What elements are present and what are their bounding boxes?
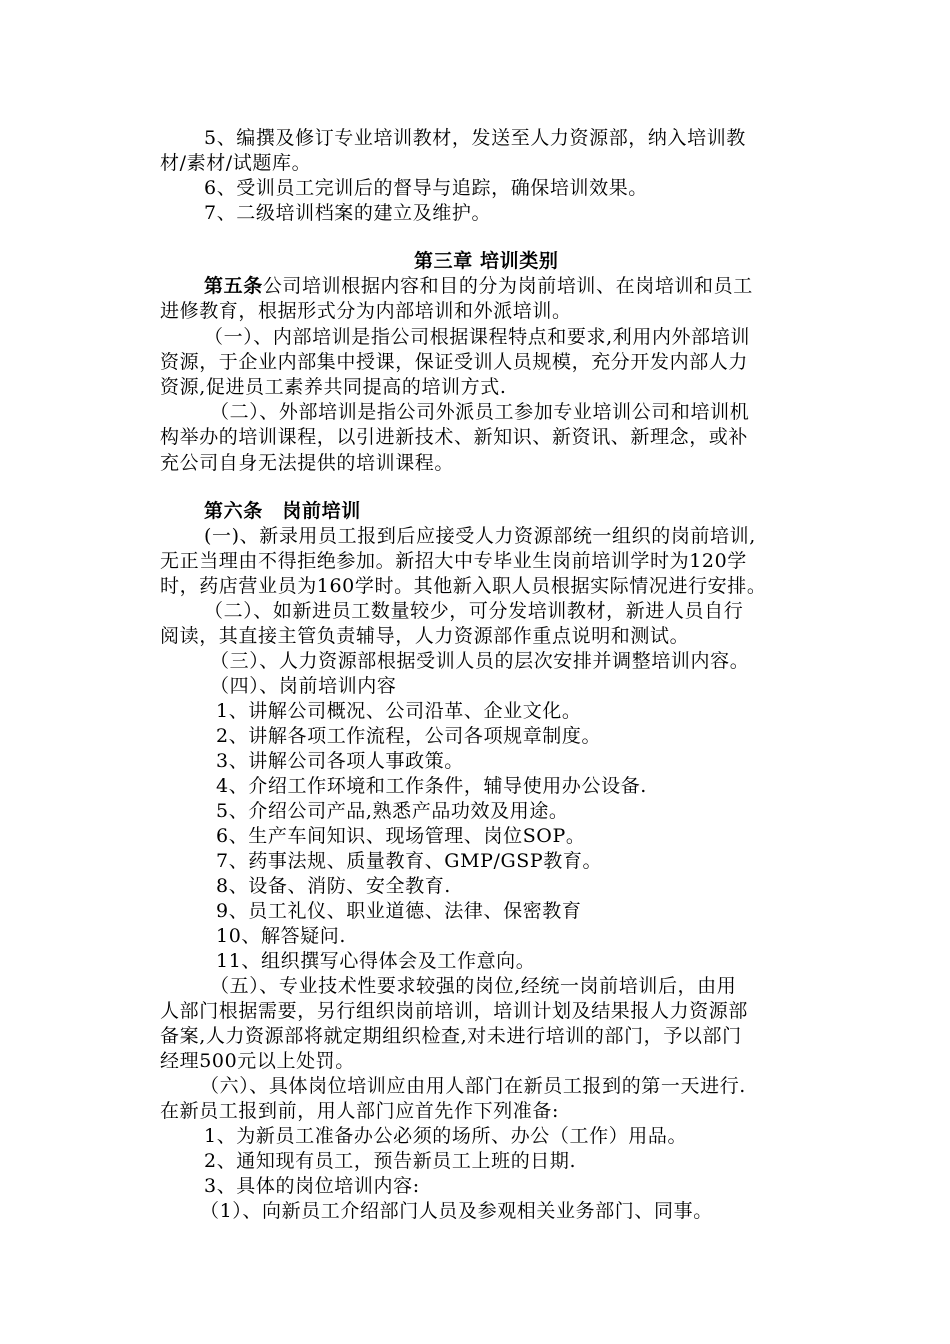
list-item: 3、讲解公司各项人事政策。 (216, 750, 464, 772)
text-line: （六）、具体岗位培训应由用人部门在新员工报到的第一天进行. (200, 1075, 746, 1097)
list-item: 9、员工礼仪、职业道德、法律、保密教育 (216, 900, 582, 922)
text-line: 阅读，其直接主管负责辅导，人力资源部作重点说明和测试。 (160, 625, 690, 647)
text-line: （五）、专业技术性要求较强的岗位,经统一岗前培训后，由用 (210, 975, 737, 997)
text-line: 充公司自身无法提供的培训课程。 (160, 452, 455, 474)
text-line: 人部门根据需要，另行组织岗前培训，培训计划及结果报人力资源部 (160, 1000, 749, 1022)
text-line: 备案,人力资源部将就定期组织检查,对未进行培训的部门，予以部门 (160, 1025, 742, 1047)
text-line: 7、二级培训档案的建立及维护。 (204, 202, 492, 224)
list-item: 2、讲解各项工作流程，公司各项规章制度。 (216, 725, 602, 747)
list-item: 10、解答疑问. (216, 925, 347, 947)
text-line: 时，药店营业员为160学时。其他新入职人员根据实际情况进行安排。 (160, 575, 767, 597)
list-item: （1）、向新员工介绍部门人员及参观相关业务部门、同事。 (200, 1200, 713, 1222)
text-line: (一)、新录用员工报到后应接受人力资源部统一组织的岗前培训, (204, 525, 756, 547)
article-six-heading: 第六条 岗前培训 (204, 500, 361, 522)
list-item: 1、为新员工准备办公必须的场所、办公（工作）用品。 (204, 1125, 688, 1147)
text-line: （四）、岗前培训内容 (210, 675, 397, 697)
text-line: 5、编撰及修订专业培训教材，发送至人力资源部，纳入培训教 (204, 127, 746, 149)
article-label: 第五条 (204, 275, 263, 297)
text-line: （二）、外部培训是指公司外派员工参加专业培训公司和培训机 (210, 401, 750, 423)
text-line: （一）、内部培训是指公司根据课程特点和要求,利用内外部培训 (204, 326, 750, 348)
list-item: 2、通知现有员工，预告新员工上班的日期. (204, 1150, 577, 1172)
list-item: 11、组织撰写心得体会及工作意向。 (216, 950, 536, 972)
list-item: 7、药事法规、质量教育、GMP/GSP教育。 (216, 850, 603, 872)
text-line: 在新员工报到前，用人部门应首先作下列准备: (160, 1100, 560, 1122)
list-item: 4、介绍工作环境和工作条件，辅导使用办公设备. (216, 775, 647, 797)
text-line: 构举办的培训课程，以引进新技术、新知识、新资讯、新理念，或补 (160, 426, 749, 448)
text-line: 经理500元以上处罚。 (160, 1050, 355, 1072)
text-line: 资源，于企业内部集中授课，保证受训人员规模，充分开发内部人力 (160, 351, 749, 373)
chapter-heading: 第三章 培训类别 (414, 250, 559, 272)
list-item: 8、设备、消防、安全教育. (216, 875, 451, 897)
text-line: 材/素材/试题库。 (160, 152, 312, 174)
article-five-line (204, 273, 753, 299)
list-item: 3、具体的岗位培训内容: (204, 1175, 420, 1197)
text-line: （二）、如新进员工数量较少，可分发培训教材，新进人员自行 (204, 600, 744, 622)
list-item: 5、介绍公司产品,熟悉产品功效及用途。 (216, 800, 569, 822)
text-line: 进修教育，根据形式分为内部培训和外派培训。 (160, 300, 572, 322)
list-item: 1、讲解公司概况、公司沿革、企业文化。 (216, 700, 582, 722)
text-line: 资源,促进员工素养共同提高的培训方式. (160, 376, 507, 398)
text-line: 6、受训员工完训后的督导与追踪，确保培训效果。 (204, 177, 648, 199)
list-item: 6、生产车间知识、现场管理、岗位SOP。 (216, 825, 586, 847)
text-line: 无正当理由不得拒绝参加。新招大中专毕业生岗前培训学时为120学 (160, 550, 747, 572)
text-line: （三）、人力资源部根据受训人员的层次安排并调整培训内容。 (210, 650, 750, 672)
text-line: 公司培训根据内容和目的分为岗前培训、在岗培训和员工 (262, 275, 753, 297)
